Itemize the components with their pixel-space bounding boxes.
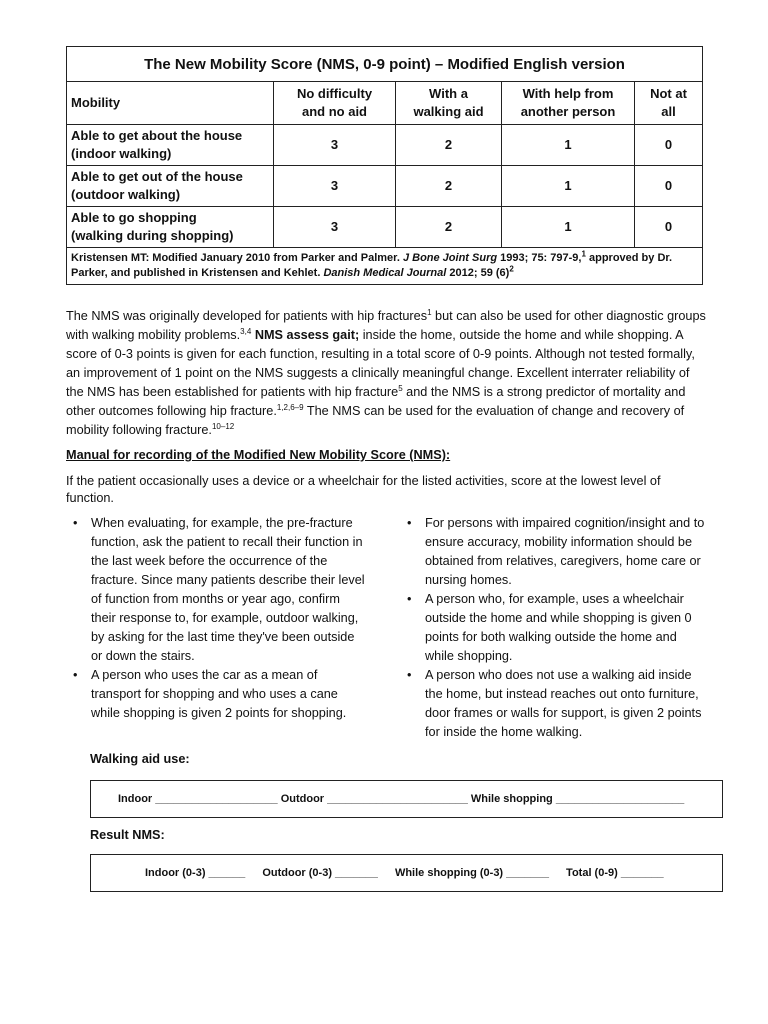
intro-paragraph: The NMS was originally developed for patients with hip fractures$^1$ but can also be used for other diagnostic groups with walking mobility problems.$^{3,4}$ NMS assess gait; inside the home, outside the home and while shopping. A score of 0-3 points is given for each function, resulting in a total score of 0-9 points. Although not tested formally, an improvement of 1 point on the NMS suggests a clinically meaningful change. Excellent interrater reliability of the NMS has been established for patients with hip fracture$^5$ and the NMS is a strong predictor of mortality and other outcomes following hip fracture.$^{1,2,6-9}$ The NMS can be used for the evaluation of change and recovery of mobility following fracture.$^{10-12}$ (66, 307, 706, 437)
list-item: • A person who does not use a walking aid inside the home, but instead reaches out onto furniture, door frames or walls for support, is given 2 points for inside the home walking. (406, 666, 706, 742)
table-row-indoor (67, 125, 703, 166)
score-cell: 3 (274, 125, 396, 166)
result-outdoor-field[interactable]: Outdoor (0-3) _______ (262, 867, 378, 879)
list-item: • For persons with impaired cognition/insight and to ensure accuracy, mobility information should be obtained from relatives, caregivers, home care or nursing homes. (406, 514, 706, 590)
header-help-from-person: With help from another person (502, 82, 635, 125)
header-not-at-all: Not at all (635, 82, 703, 125)
result-shopping-field[interactable]: While shopping (0-3) _______ (394, 867, 549, 879)
row-label: Able to go shopping (walking during shopping) (67, 207, 274, 248)
manual-bullets-left (72, 514, 367, 723)
header-mobility: Mobility (67, 82, 274, 125)
table-row-shopping (67, 207, 703, 248)
score-cell: 0 (635, 125, 703, 166)
score-cell: 0 (635, 166, 703, 207)
walking-aid-outdoor-field[interactable]: Outdoor _______________________ (280, 793, 468, 805)
table-row-outdoor (67, 166, 703, 207)
manual-intro: If the patient occasionally uses a device or a wheelchair for the listed activities, score at the lowest level of function. (66, 474, 661, 505)
row-label: Able to get about the house (indoor walking) (67, 125, 274, 166)
result-nms-box (90, 854, 723, 892)
manual-bullets-right (406, 514, 706, 742)
nms-score-table (66, 46, 703, 285)
table-title: The New Mobility Score (NMS, 0-9 point) – Modified English version (67, 47, 703, 82)
list-item: • A person who, for example, uses a wheelchair outside the home and while shopping is given 0 points for both walking outside the home and while shopping. (406, 590, 706, 666)
score-cell: 3 (274, 166, 396, 207)
result-nms-label: Result NMS: (90, 828, 165, 842)
table-header-row (67, 82, 703, 125)
header-no-difficulty: No difficulty and no aid (274, 82, 396, 125)
score-cell: 1 (502, 125, 635, 166)
score-cell: 0 (635, 207, 703, 248)
list-item: • When evaluating, for example, the pre-fracture function, ask the patient to recall their function in the last week before the occurrence of the fracture. Since many patients describe their level of function from months or year ago, confirm their response to, for example, outdoor walking, by asking for the last time they've been outside or down the stairs. (72, 514, 367, 666)
walking-aid-box (90, 780, 723, 818)
score-cell: 2 (396, 166, 502, 207)
manual-heading: Manual for recording of the Modified New Mobility Score (NMS): (66, 448, 451, 462)
result-indoor-field[interactable]: Indoor (0-3) ______ (145, 867, 246, 879)
score-cell: 1 (502, 166, 635, 207)
walking-aid-shopping-field[interactable]: While shopping _____________________ (470, 793, 685, 805)
score-cell: 2 (396, 207, 502, 248)
header-walking-aid: With a walking aid (396, 82, 502, 125)
score-cell: 2 (396, 125, 502, 166)
list-item: • A person who uses the car as a mean of transport for shopping and who uses a cane while shopping is given 2 points for shopping. (72, 666, 367, 723)
score-cell: 1 (502, 207, 635, 248)
row-label: Able to get out of the house (outdoor walking) (67, 166, 274, 207)
result-total-field[interactable]: Total (0-9) _______ (566, 867, 664, 879)
score-cell: 3 (274, 207, 396, 248)
table-reference: Kristensen MT: Modified January 2010 from Parker and Palmer. J Bone Joint Surg 1993; 75: 797-9,$^1$ approved by Dr. Parker, and published in Kristensen and Kehlet. Danish Medical Journal 2012; 59 $(6)^2$ (67, 248, 703, 285)
walking-aid-indoor-field[interactable]: Indoor ____________________ (118, 793, 278, 805)
walking-aid-label: Walking aid use: (90, 752, 190, 766)
